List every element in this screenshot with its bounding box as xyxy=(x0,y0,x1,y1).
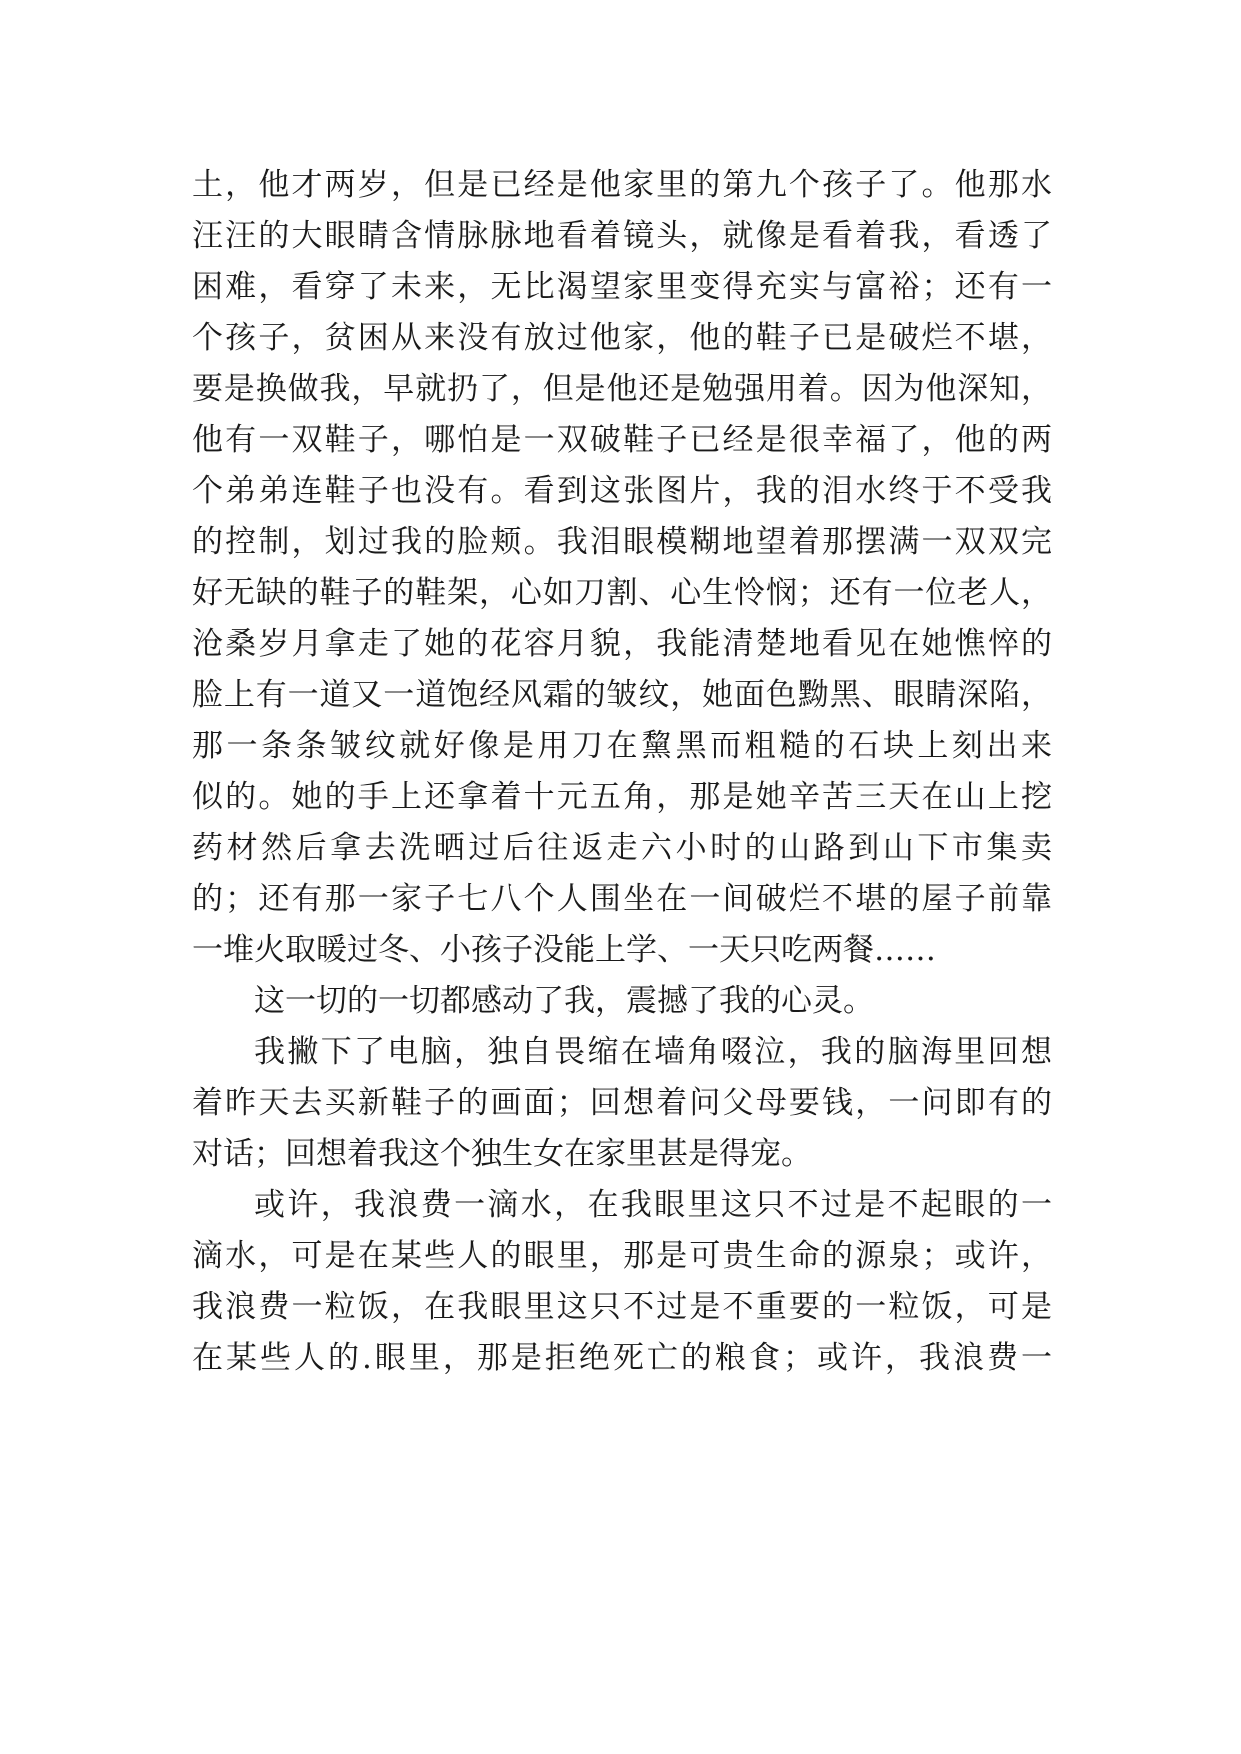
text-line: 一堆火取暖过冬、小孩子没能上学、一天只吃两餐…… xyxy=(192,932,936,968)
text-line: 的控制，划过我的脸颊。我泪眼模糊地望着那摆满一双双完 xyxy=(192,524,1052,560)
body-text xyxy=(192,160,1052,1384)
text-line: 脸上有一道又一道饱经风霜的皱纹，她面色黝黑、眼睛深陷， xyxy=(192,677,1052,713)
text-line: 个弟弟连鞋子也没有。看到这张图片，我的泪水终于不受我 xyxy=(192,473,1052,509)
text-line: 好无缺的鞋子的鞋架，心如刀割、心生怜悯；还有一位老人， xyxy=(192,575,1052,611)
text-line: 着昨天去买新鞋子的画面；回想着问父母要钱，一问即有的 xyxy=(192,1085,1052,1121)
text-line: 对话；回想着我这个独生女在家里甚是得宠。 xyxy=(192,1136,812,1172)
text-line: 要是换做我，早就扔了，但是他还是勉强用着。因为他深知， xyxy=(192,371,1052,407)
text-line: 个孩子，贫困从来没有放过他家，他的鞋子已是破烂不堪， xyxy=(192,320,1052,356)
paragraph-first-line: 这一切的一切都感动了我，震撼了我的心灵。 xyxy=(254,983,874,1019)
text-line: 困难，看穿了未来，无比渴望家里变得充实与富裕；还有一 xyxy=(192,269,1052,305)
paragraph-first-line: 或许，我浪费一滴水，在我眼里这只不过是不起眼的一 xyxy=(254,1187,1052,1223)
text-line: 他有一双鞋子，哪怕是一双破鞋子已经是很幸福了，他的两 xyxy=(192,422,1052,458)
text-line: 的；还有那一家子七八个人围坐在一间破烂不堪的屋子前靠 xyxy=(192,881,1052,917)
text-line: 汪汪的大眼睛含情脉脉地看着镜头，就像是看着我，看透了 xyxy=(192,218,1052,254)
text-line: 药材然后拿去洗晒过后往返走六小时的山路到山下市集卖 xyxy=(192,830,1052,866)
text-line: 似的。她的手上还拿着十元五角，那是她辛苦三天在山上挖 xyxy=(192,779,1052,815)
text-line: 那一条条皱纹就好像是用刀在黧黑而粗糙的石块上刻出来 xyxy=(192,728,1052,764)
text-line: 滴水，可是在某些人的眼里，那是可贵生命的源泉；或许， xyxy=(192,1238,1052,1274)
text-line: 土，他才两岁，但是已经是他家里的第九个孩子了。他那水 xyxy=(192,167,1052,203)
paragraph-first-line: 我撇下了电脑，独自畏缩在墙角啜泣，我的脑海里回想 xyxy=(254,1034,1052,1070)
text-line: 沧桑岁月拿走了她的花容月貌，我能清楚地看见在她憔悴的 xyxy=(192,626,1052,662)
text-line: 在某些人的.眼里，那是拒绝死亡的粮食；或许，我浪费一 xyxy=(192,1340,1052,1376)
text-line: 我浪费一粒饭，在我眼里这只不过是不重要的一粒饭，可是 xyxy=(192,1289,1052,1325)
